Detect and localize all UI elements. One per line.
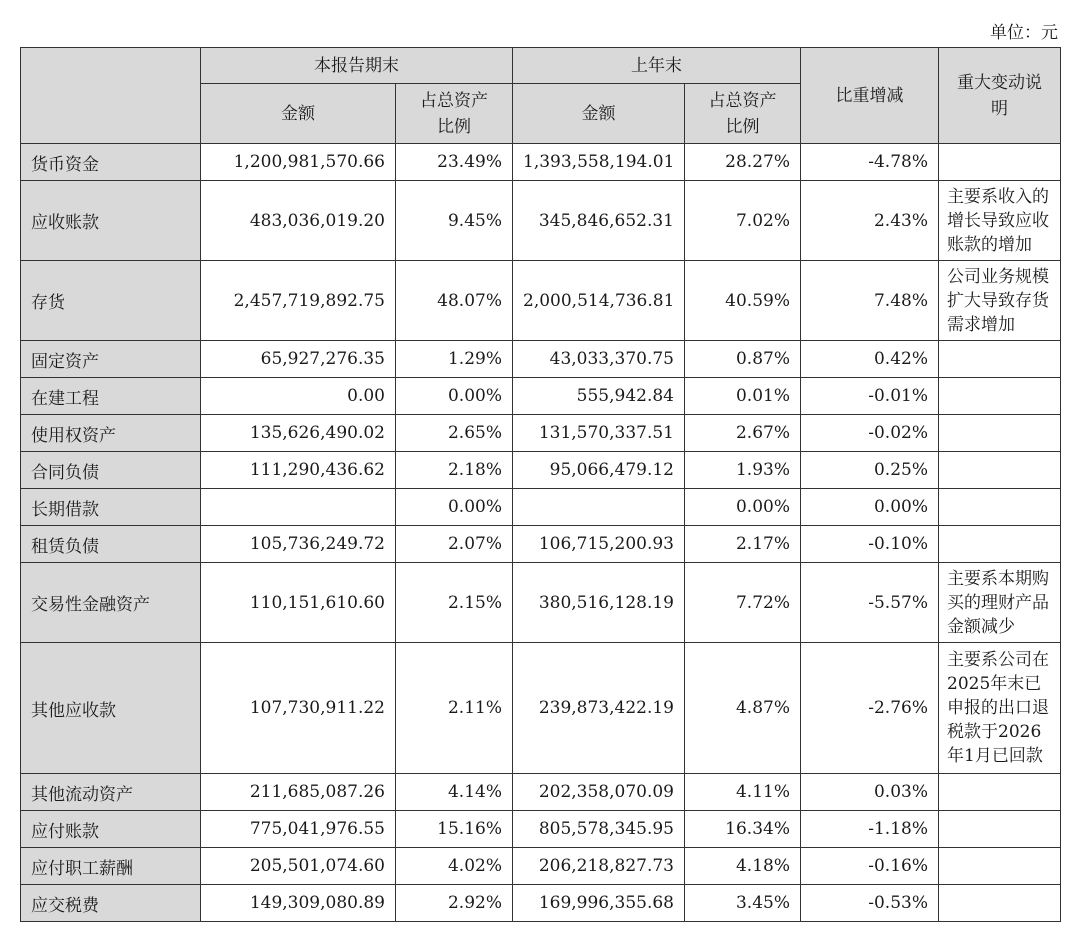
table-row: [21, 774, 1061, 811]
prev-amount-cell: 202,358,070.09: [513, 774, 685, 811]
change-note-cell: 主要系公司在2025年末已申报的出口退税款于2026年1月已回款: [939, 643, 1061, 774]
header-prev-amount: 金额: [513, 84, 685, 144]
prev-amount-cell: 206,218,827.73: [513, 848, 685, 885]
balance-sheet-table: [20, 47, 1061, 922]
current-amount-cell: 0.00: [201, 378, 396, 415]
row-name-cell: 使用权资产: [21, 415, 201, 452]
change-note-cell: [939, 144, 1061, 181]
weight-change-cell: 0.03%: [801, 774, 939, 811]
current-amount-cell: 483,036,019.20: [201, 181, 396, 261]
row-name-cell: 存货: [21, 261, 201, 341]
prev-amount-cell: 131,570,337.51: [513, 415, 685, 452]
row-name-cell: 应付账款: [21, 811, 201, 848]
prev-ratio-cell: 7.02%: [685, 181, 801, 261]
prev-ratio-cell: 16.34%: [685, 811, 801, 848]
prev-amount-cell: 345,846,652.31: [513, 181, 685, 261]
current-amount-cell: 135,626,490.02: [201, 415, 396, 452]
row-name-cell: 应收账款: [21, 181, 201, 261]
weight-change-cell: 2.43%: [801, 181, 939, 261]
header-weight-change: 比重增减: [801, 48, 939, 144]
header-item-blank: [21, 48, 201, 144]
table-row: [21, 261, 1061, 341]
table-row: [21, 885, 1061, 922]
row-name-cell: 交易性金融资产: [21, 563, 201, 643]
row-name-cell: 其他流动资产: [21, 774, 201, 811]
table-row: [21, 526, 1061, 563]
change-note-cell: [939, 811, 1061, 848]
table-row: [21, 378, 1061, 415]
current-ratio-cell: 2.92%: [396, 885, 513, 922]
current-ratio-cell: 48.07%: [396, 261, 513, 341]
prev-ratio-cell: 4.87%: [685, 643, 801, 774]
row-name-cell: 应付职工薪酬: [21, 848, 201, 885]
prev-amount-cell: 106,715,200.93: [513, 526, 685, 563]
prev-ratio-cell: 4.18%: [685, 848, 801, 885]
prev-ratio-cell: 0.87%: [685, 341, 801, 378]
prev-ratio-cell: 0.01%: [685, 378, 801, 415]
weight-change-cell: -5.57%: [801, 563, 939, 643]
weight-change-cell: -2.76%: [801, 643, 939, 774]
table-row: [21, 848, 1061, 885]
current-ratio-cell: 2.65%: [396, 415, 513, 452]
header-current-amount: 金额: [201, 84, 396, 144]
current-amount-cell: 2,457,719,892.75: [201, 261, 396, 341]
current-ratio-cell: 0.00%: [396, 378, 513, 415]
current-amount-cell: 105,736,249.72: [201, 526, 396, 563]
current-ratio-cell: 15.16%: [396, 811, 513, 848]
current-ratio-cell: 23.49%: [396, 144, 513, 181]
weight-change-cell: 0.25%: [801, 452, 939, 489]
prev-amount-cell: 555,942.84: [513, 378, 685, 415]
weight-change-cell: -0.10%: [801, 526, 939, 563]
current-amount-cell: 65,927,276.35: [201, 341, 396, 378]
change-note-cell: [939, 378, 1061, 415]
table-row: [21, 489, 1061, 526]
current-ratio-cell: 4.02%: [396, 848, 513, 885]
header-major-change: 重大变动说明: [939, 48, 1061, 144]
row-name-cell: 货币资金: [21, 144, 201, 181]
current-amount-cell: 775,041,976.55: [201, 811, 396, 848]
row-name-cell: 租赁负债: [21, 526, 201, 563]
table-row: [21, 452, 1061, 489]
prev-amount-cell: 43,033,370.75: [513, 341, 685, 378]
table-row: [21, 811, 1061, 848]
table-row: [21, 341, 1061, 378]
prev-amount-cell: 239,873,422.19: [513, 643, 685, 774]
weight-change-cell: 7.48%: [801, 261, 939, 341]
table-body: [21, 144, 1061, 922]
weight-change-cell: -0.01%: [801, 378, 939, 415]
row-name-cell: 应交税费: [21, 885, 201, 922]
current-amount-cell: 149,309,080.89: [201, 885, 396, 922]
change-note-cell: [939, 848, 1061, 885]
prev-amount-cell: 95,066,479.12: [513, 452, 685, 489]
current-ratio-cell: 2.07%: [396, 526, 513, 563]
prev-amount-cell: 805,578,345.95: [513, 811, 685, 848]
change-note-cell: [939, 489, 1061, 526]
weight-change-cell: 0.42%: [801, 341, 939, 378]
current-amount-cell: 205,501,074.60: [201, 848, 396, 885]
prev-amount-cell: 2,000,514,736.81: [513, 261, 685, 341]
prev-ratio-cell: 2.67%: [685, 415, 801, 452]
prev-ratio-cell: 2.17%: [685, 526, 801, 563]
header-current-period: 本报告期末: [201, 48, 513, 84]
row-name-cell: 合同负债: [21, 452, 201, 489]
row-name-cell: 其他应收款: [21, 643, 201, 774]
change-note-cell: 主要系本期购买的理财产品金额减少: [939, 563, 1061, 643]
header-prev-ratio: 占总资产 比例: [685, 84, 801, 144]
header-current-ratio: 占总资产 比例: [396, 84, 513, 144]
row-name-cell: 在建工程: [21, 378, 201, 415]
prev-ratio-cell: 0.00%: [685, 489, 801, 526]
prev-amount-cell: 169,996,355.68: [513, 885, 685, 922]
current-ratio-cell: 2.18%: [396, 452, 513, 489]
current-ratio-cell: 0.00%: [396, 489, 513, 526]
row-name-cell: 长期借款: [21, 489, 201, 526]
weight-change-cell: -0.16%: [801, 848, 939, 885]
current-amount-cell: 211,685,087.26: [201, 774, 396, 811]
current-ratio-cell: 1.29%: [396, 341, 513, 378]
weight-change-cell: -0.02%: [801, 415, 939, 452]
current-ratio-cell: 9.45%: [396, 181, 513, 261]
current-amount-cell: 110,151,610.60: [201, 563, 396, 643]
prev-ratio-cell: 4.11%: [685, 774, 801, 811]
change-note-cell: [939, 341, 1061, 378]
prev-amount-cell: 380,516,128.19: [513, 563, 685, 643]
current-amount-cell: [201, 489, 396, 526]
change-note-cell: 公司业务规模扩大导致存货需求增加: [939, 261, 1061, 341]
change-note-cell: [939, 774, 1061, 811]
prev-amount-cell: 1,393,558,194.01: [513, 144, 685, 181]
current-amount-cell: 1,200,981,570.66: [201, 144, 396, 181]
change-note-cell: [939, 452, 1061, 489]
row-name-cell: 固定资产: [21, 341, 201, 378]
table-row: [21, 643, 1061, 774]
table-row: [21, 181, 1061, 261]
table-row: [21, 144, 1061, 181]
current-amount-cell: 111,290,436.62: [201, 452, 396, 489]
weight-change-cell: -4.78%: [801, 144, 939, 181]
prev-ratio-cell: 40.59%: [685, 261, 801, 341]
table-row: [21, 563, 1061, 643]
change-note-cell: 主要系收入的增长导致应收账款的增加: [939, 181, 1061, 261]
current-ratio-cell: 4.14%: [396, 774, 513, 811]
prev-ratio-cell: 1.93%: [685, 452, 801, 489]
prev-amount-cell: [513, 489, 685, 526]
current-amount-cell: 107,730,911.22: [201, 643, 396, 774]
current-ratio-cell: 2.11%: [396, 643, 513, 774]
weight-change-cell: -1.18%: [801, 811, 939, 848]
weight-change-cell: -0.53%: [801, 885, 939, 922]
prev-ratio-cell: 28.27%: [685, 144, 801, 181]
table-row: [21, 415, 1061, 452]
change-note-cell: [939, 526, 1061, 563]
prev-ratio-cell: 7.72%: [685, 563, 801, 643]
header-last-year-end: 上年末: [513, 48, 801, 84]
change-note-cell: [939, 415, 1061, 452]
unit-label: 单位：元: [990, 23, 1058, 43]
change-note-cell: [939, 885, 1061, 922]
weight-change-cell: 0.00%: [801, 489, 939, 526]
prev-ratio-cell: 3.45%: [685, 885, 801, 922]
current-ratio-cell: 2.15%: [396, 563, 513, 643]
